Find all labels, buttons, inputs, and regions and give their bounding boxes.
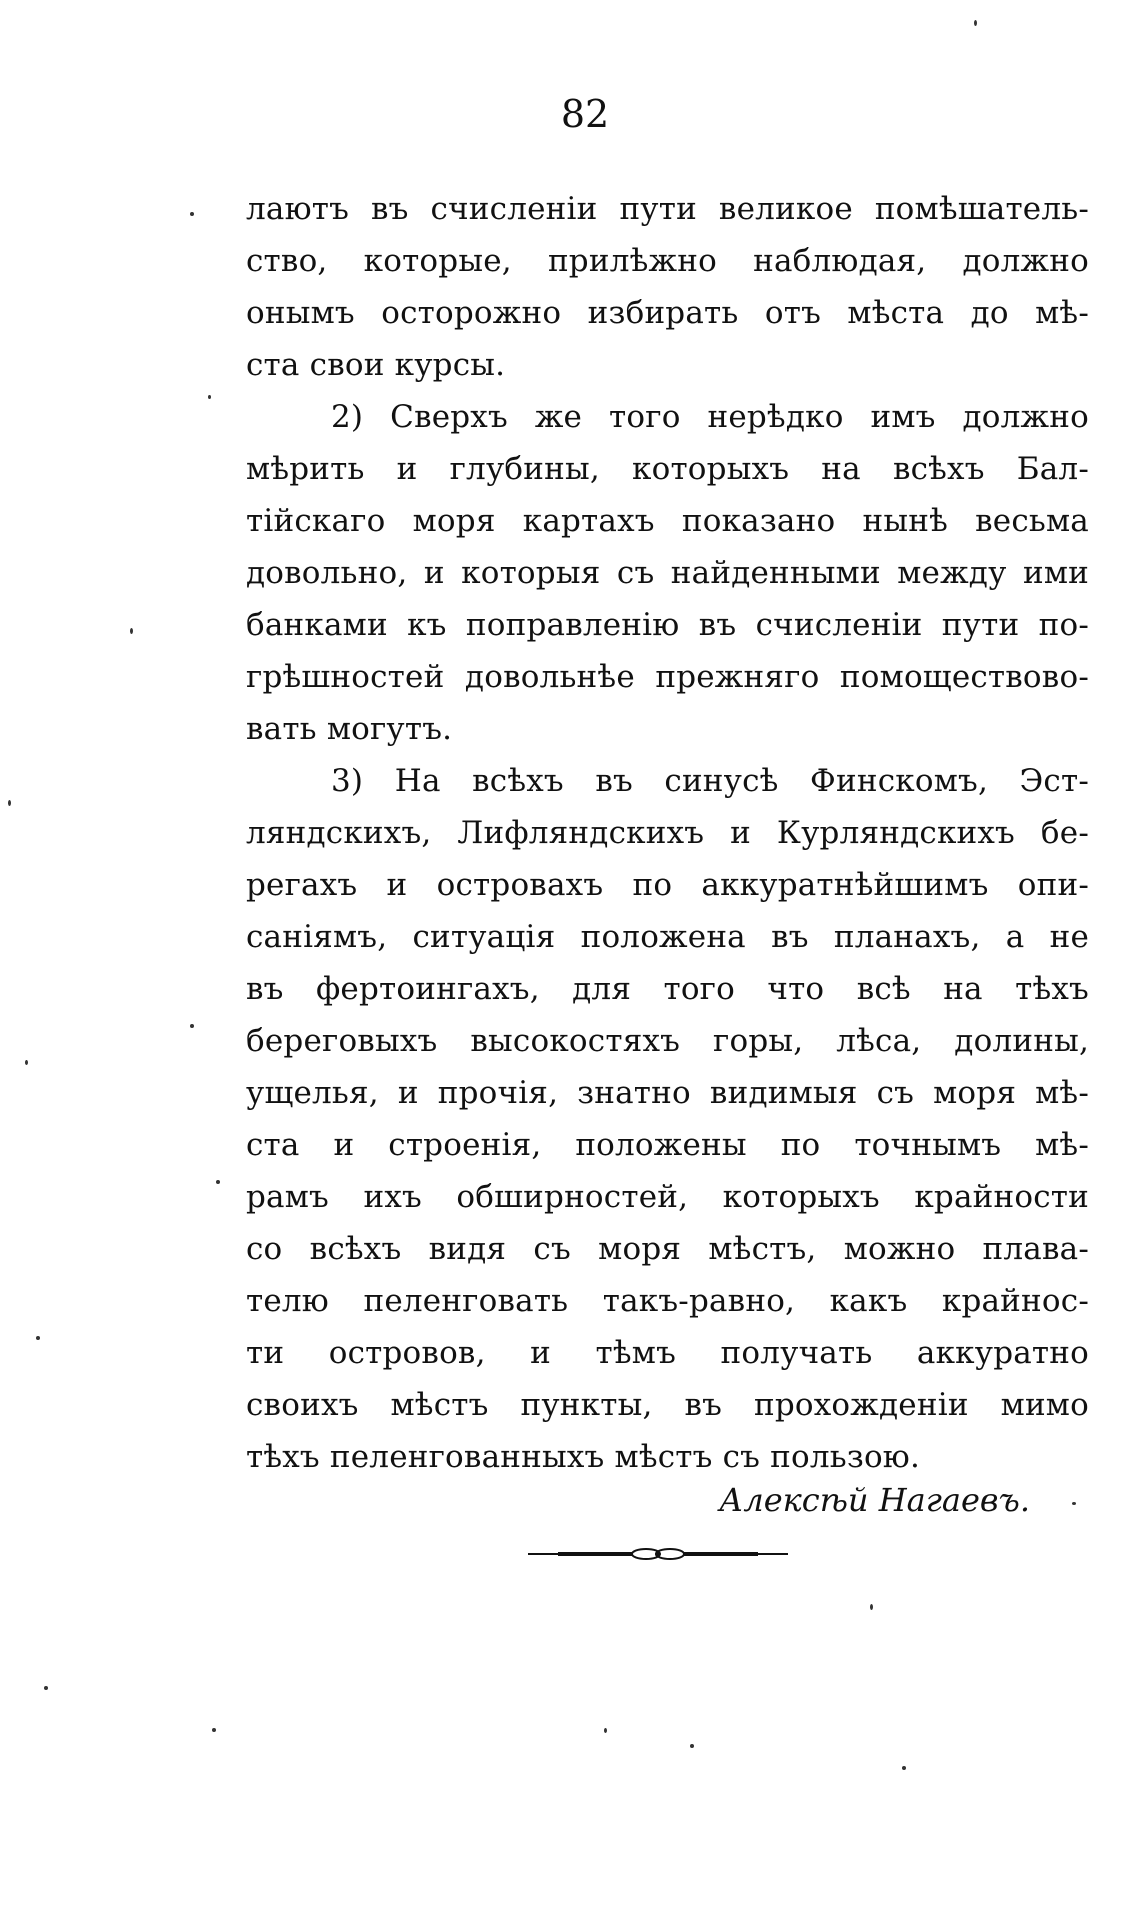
scan-speck — [1072, 1502, 1076, 1505]
text-line: со всѣхъ видя съ моря мѣстъ, можно плава- — [246, 1231, 1089, 1267]
page-number: 82 — [560, 92, 610, 136]
scan-speck — [870, 1604, 873, 1610]
text-line: ущелья, и прочія, знатно видимыя съ моря мѣ- — [246, 1075, 1089, 1111]
text-line: тѣхъ пеленгованныхъ мѣстъ съ пользою. — [246, 1439, 921, 1475]
text-line: онымъ осторожно избирать отъ мѣста до мѣ- — [246, 295, 1089, 331]
text-line: телю пеленговать такъ-равно, какъ крайнос- — [246, 1283, 1089, 1319]
text-line: довольно, и которыя съ найденными между ими — [246, 555, 1089, 591]
text-line: банками къ поправленію въ счисленіи пути по- — [246, 607, 1089, 643]
scan-speck — [974, 20, 977, 26]
text-line: регахъ и островахъ по аккуратнѣйшимъ опи- — [246, 867, 1089, 903]
text-line: вать могутъ. — [246, 711, 453, 747]
scan-speck — [130, 628, 133, 634]
scan-speck — [44, 1686, 48, 1690]
scan-speck — [902, 1766, 906, 1770]
scan-speck — [208, 395, 211, 399]
text-line: въ фертоингахъ, для того что всѣ на тѣхъ — [246, 971, 1089, 1007]
scan-speck — [690, 1744, 694, 1748]
text-line: 3) На всѣхъ въ синусѣ Финскомъ, Эст- — [331, 763, 1089, 799]
scan-speck — [604, 1728, 607, 1733]
text-line: лаютъ въ счисленіи пути великое помѣшатель- — [246, 191, 1089, 227]
text-line: ста и строенія, положены по точнымъ мѣ- — [246, 1127, 1089, 1163]
text-line: тійскаго моря картахъ показано нынѣ весьма — [246, 503, 1089, 539]
text-line: ство, которые, прилѣжно наблюдая, должно — [246, 243, 1089, 279]
text-line: ти островов, и тѣмъ получать аккуратно — [246, 1335, 1089, 1371]
text-line: береговыхъ высокостяхъ горы, лѣса, долины, — [246, 1023, 1089, 1059]
scan-speck — [216, 1180, 220, 1184]
scan-speck — [36, 1336, 40, 1340]
text-line: мѣрить и глубины, которыхъ на всѣхъ Бал- — [246, 451, 1089, 487]
author-signature: Алексѣй Нагаевъ. — [719, 1481, 1030, 1519]
scan-speck — [25, 1060, 28, 1065]
scan-speck — [190, 1024, 194, 1028]
scan-speck — [212, 1728, 216, 1732]
text-line: саніямъ, ситуація положена въ планахъ, а не — [246, 919, 1089, 955]
text-line: своихъ мѣстъ пункты, въ прохожденіи мимо — [246, 1387, 1089, 1423]
scan-speck — [190, 212, 194, 216]
text-line: 2) Сверхъ же того нерѣдко имъ должно — [331, 399, 1089, 435]
text-line: рамъ ихъ обширностей, которыхъ крайности — [246, 1179, 1089, 1215]
text-line: ляндскихъ, Лифляндскихъ и Курляндскихъ бе- — [246, 815, 1089, 851]
scan-speck — [8, 800, 11, 806]
text-line: грѣшностей довольнѣе прежняго помоществово- — [246, 659, 1089, 695]
decorative-rule-icon — [528, 1542, 788, 1566]
text-line: ста свои курсы. — [246, 347, 506, 383]
body-text — [246, 183, 1089, 1483]
